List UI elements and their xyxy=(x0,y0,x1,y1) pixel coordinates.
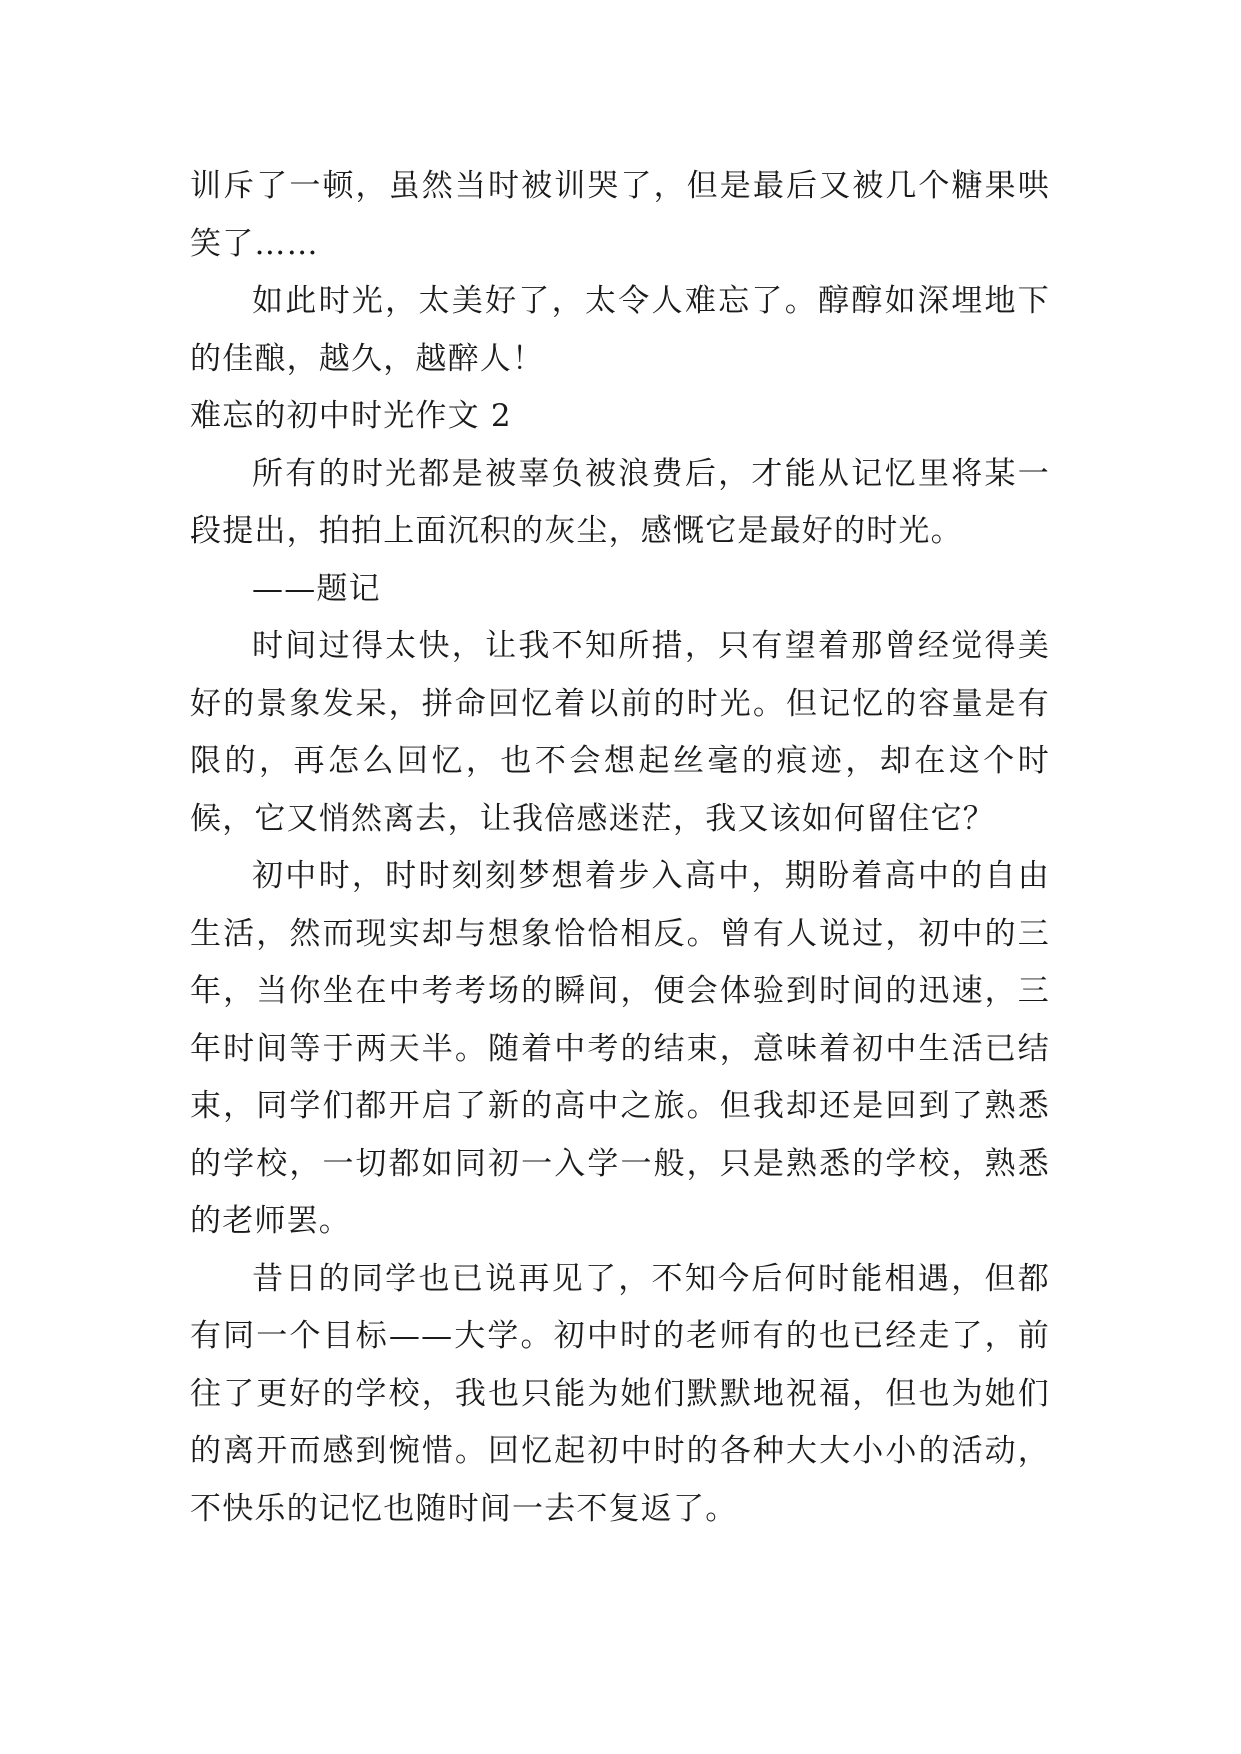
paragraph-junior-high: 初中时，时时刻刻梦想着步入高中，期盼着高中的自由生活，然而现实却与想象恰恰相反。曾有人说过，初中的三年，当你坐在中考考场的瞬间，便会体验到时间的迅速，三年时间等于两天半。随着中考的结束，意味着初中生活已结束，同学们都开启了新的高中之旅。但我却还是回到了熟悉的学校，一切都如同初一入学一般，只是熟悉的学校，熟悉的老师罢。 xyxy=(190,858,1050,1239)
paragraph-reflection: 如此时光，太美好了，太令人难忘了。醇醇如深埋地下的佳酿，越久，越醉人！ xyxy=(190,283,1050,377)
paragraph-continuation: 训斥了一顿，虽然当时被训哭了，但是最后又被几个糖果哄笑了…… xyxy=(190,168,1050,262)
essay-heading: 难忘的初中时光作文 2 xyxy=(190,398,512,434)
document-body xyxy=(190,158,1050,1538)
paragraph-epigraph: 所有的时光都是被辜负被浪费后，才能从记忆里将某一段提出，拍拍上面沉积的灰尘，感慨它是最好的时光。 xyxy=(190,455,1050,549)
paragraph-classmates: 昔日的同学也已说再见了，不知今后何时能相遇，但都有同一个目标——大学。初中时的老师有的也已经走了，前往了更好的学校，我也只能为她们默默地祝福，但也为她们的离开而感到惋惜。回忆起初中时的各种大大小小的活动，不快乐的记忆也随时间一去不复返了。 xyxy=(190,1260,1050,1527)
epigraph-attribution: ——题记 xyxy=(252,570,381,607)
paragraph-time-passing: 时间过得太快，让我不知所措，只有望着那曾经觉得美好的景象发呆，拼命回忆着以前的时光。但记忆的容量是有限的，再怎么回忆，也不会想起丝毫的痕迹，却在这个时候，它又悄然离去，让我倍感迷茫，我又该如何留住它？ xyxy=(190,628,1050,837)
